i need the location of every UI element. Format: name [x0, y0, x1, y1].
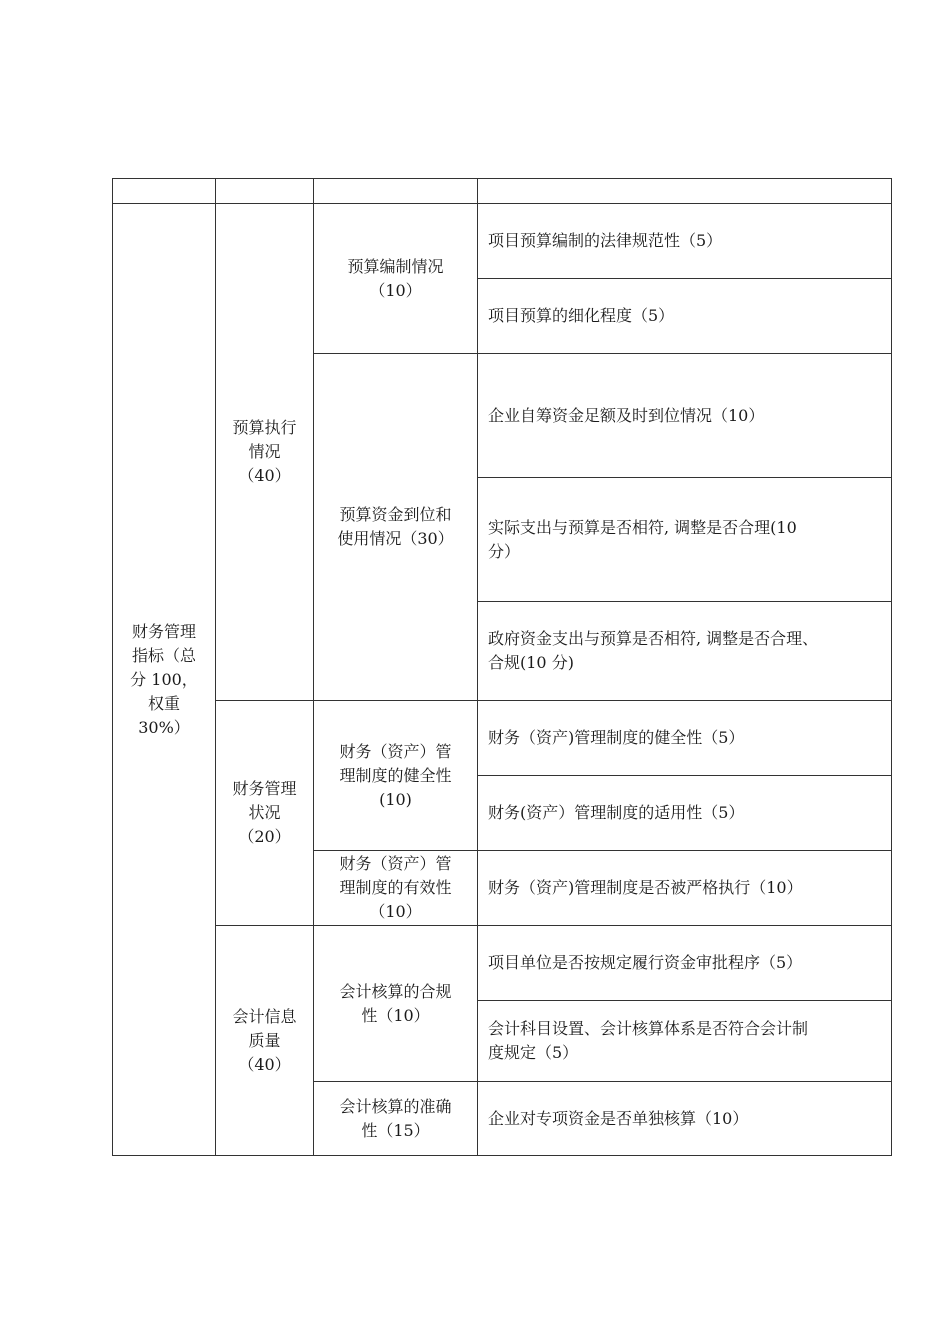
level3-accounting-compliance: 会计核算的合规 性（10）: [314, 926, 478, 1082]
item-cell: 企业对专项资金是否单独核算（10）: [478, 1082, 892, 1156]
item-cell: 项目预算的细化程度（5）: [478, 279, 892, 354]
header-cell: [314, 179, 478, 204]
level3-budget-preparation: 预算编制情况 （10）: [314, 204, 478, 354]
item-cell: 企业自筹资金足额及时到位情况（10）: [478, 354, 892, 478]
item-cell: 项目预算编制的法律规范性（5）: [478, 204, 892, 279]
level2-budget-execution: 预算执行 情况 （40）: [216, 204, 314, 701]
level3-system-effectiveness: 财务（资产）管 理制度的有效性 （10）: [314, 851, 478, 926]
evaluation-table: [112, 178, 892, 1156]
item-cell: 政府资金支出与预算是否相符, 调整是否合理、 合规(10 分): [478, 602, 892, 701]
table-row: [113, 926, 892, 1001]
level1-indicator: 财务管理 指标（总 分 100， 权重 30%）: [113, 204, 216, 1156]
level2-accounting-quality: 会计信息 质量 （40）: [216, 926, 314, 1156]
table-row: [113, 701, 892, 776]
item-cell: 会计科目设置、会计核算体系是否符合会计制 度规定（5）: [478, 1001, 892, 1082]
level3-funds-usage: 预算资金到位和 使用情况（30）: [314, 354, 478, 701]
item-cell: 财务（资产)管理制度的健全性（5）: [478, 701, 892, 776]
item-cell: 财务(资产）管理制度的适用性（5）: [478, 776, 892, 851]
header-cell: [216, 179, 314, 204]
header-cell: [113, 179, 216, 204]
item-cell: 项目单位是否按规定履行资金审批程序（5）: [478, 926, 892, 1001]
header-row: [113, 179, 892, 204]
item-cell: 财务（资产)管理制度是否被严格执行（10）: [478, 851, 892, 926]
level3-accounting-accuracy: 会计核算的准确 性（15）: [314, 1082, 478, 1156]
table-row: [113, 204, 892, 279]
header-cell: [478, 179, 892, 204]
item-cell: 实际支出与预算是否相符, 调整是否合理(10 分）: [478, 478, 892, 602]
level3-system-soundness: 财务（资产）管 理制度的健全性 (10): [314, 701, 478, 851]
level2-financial-management: 财务管理 状况 （20）: [216, 701, 314, 926]
